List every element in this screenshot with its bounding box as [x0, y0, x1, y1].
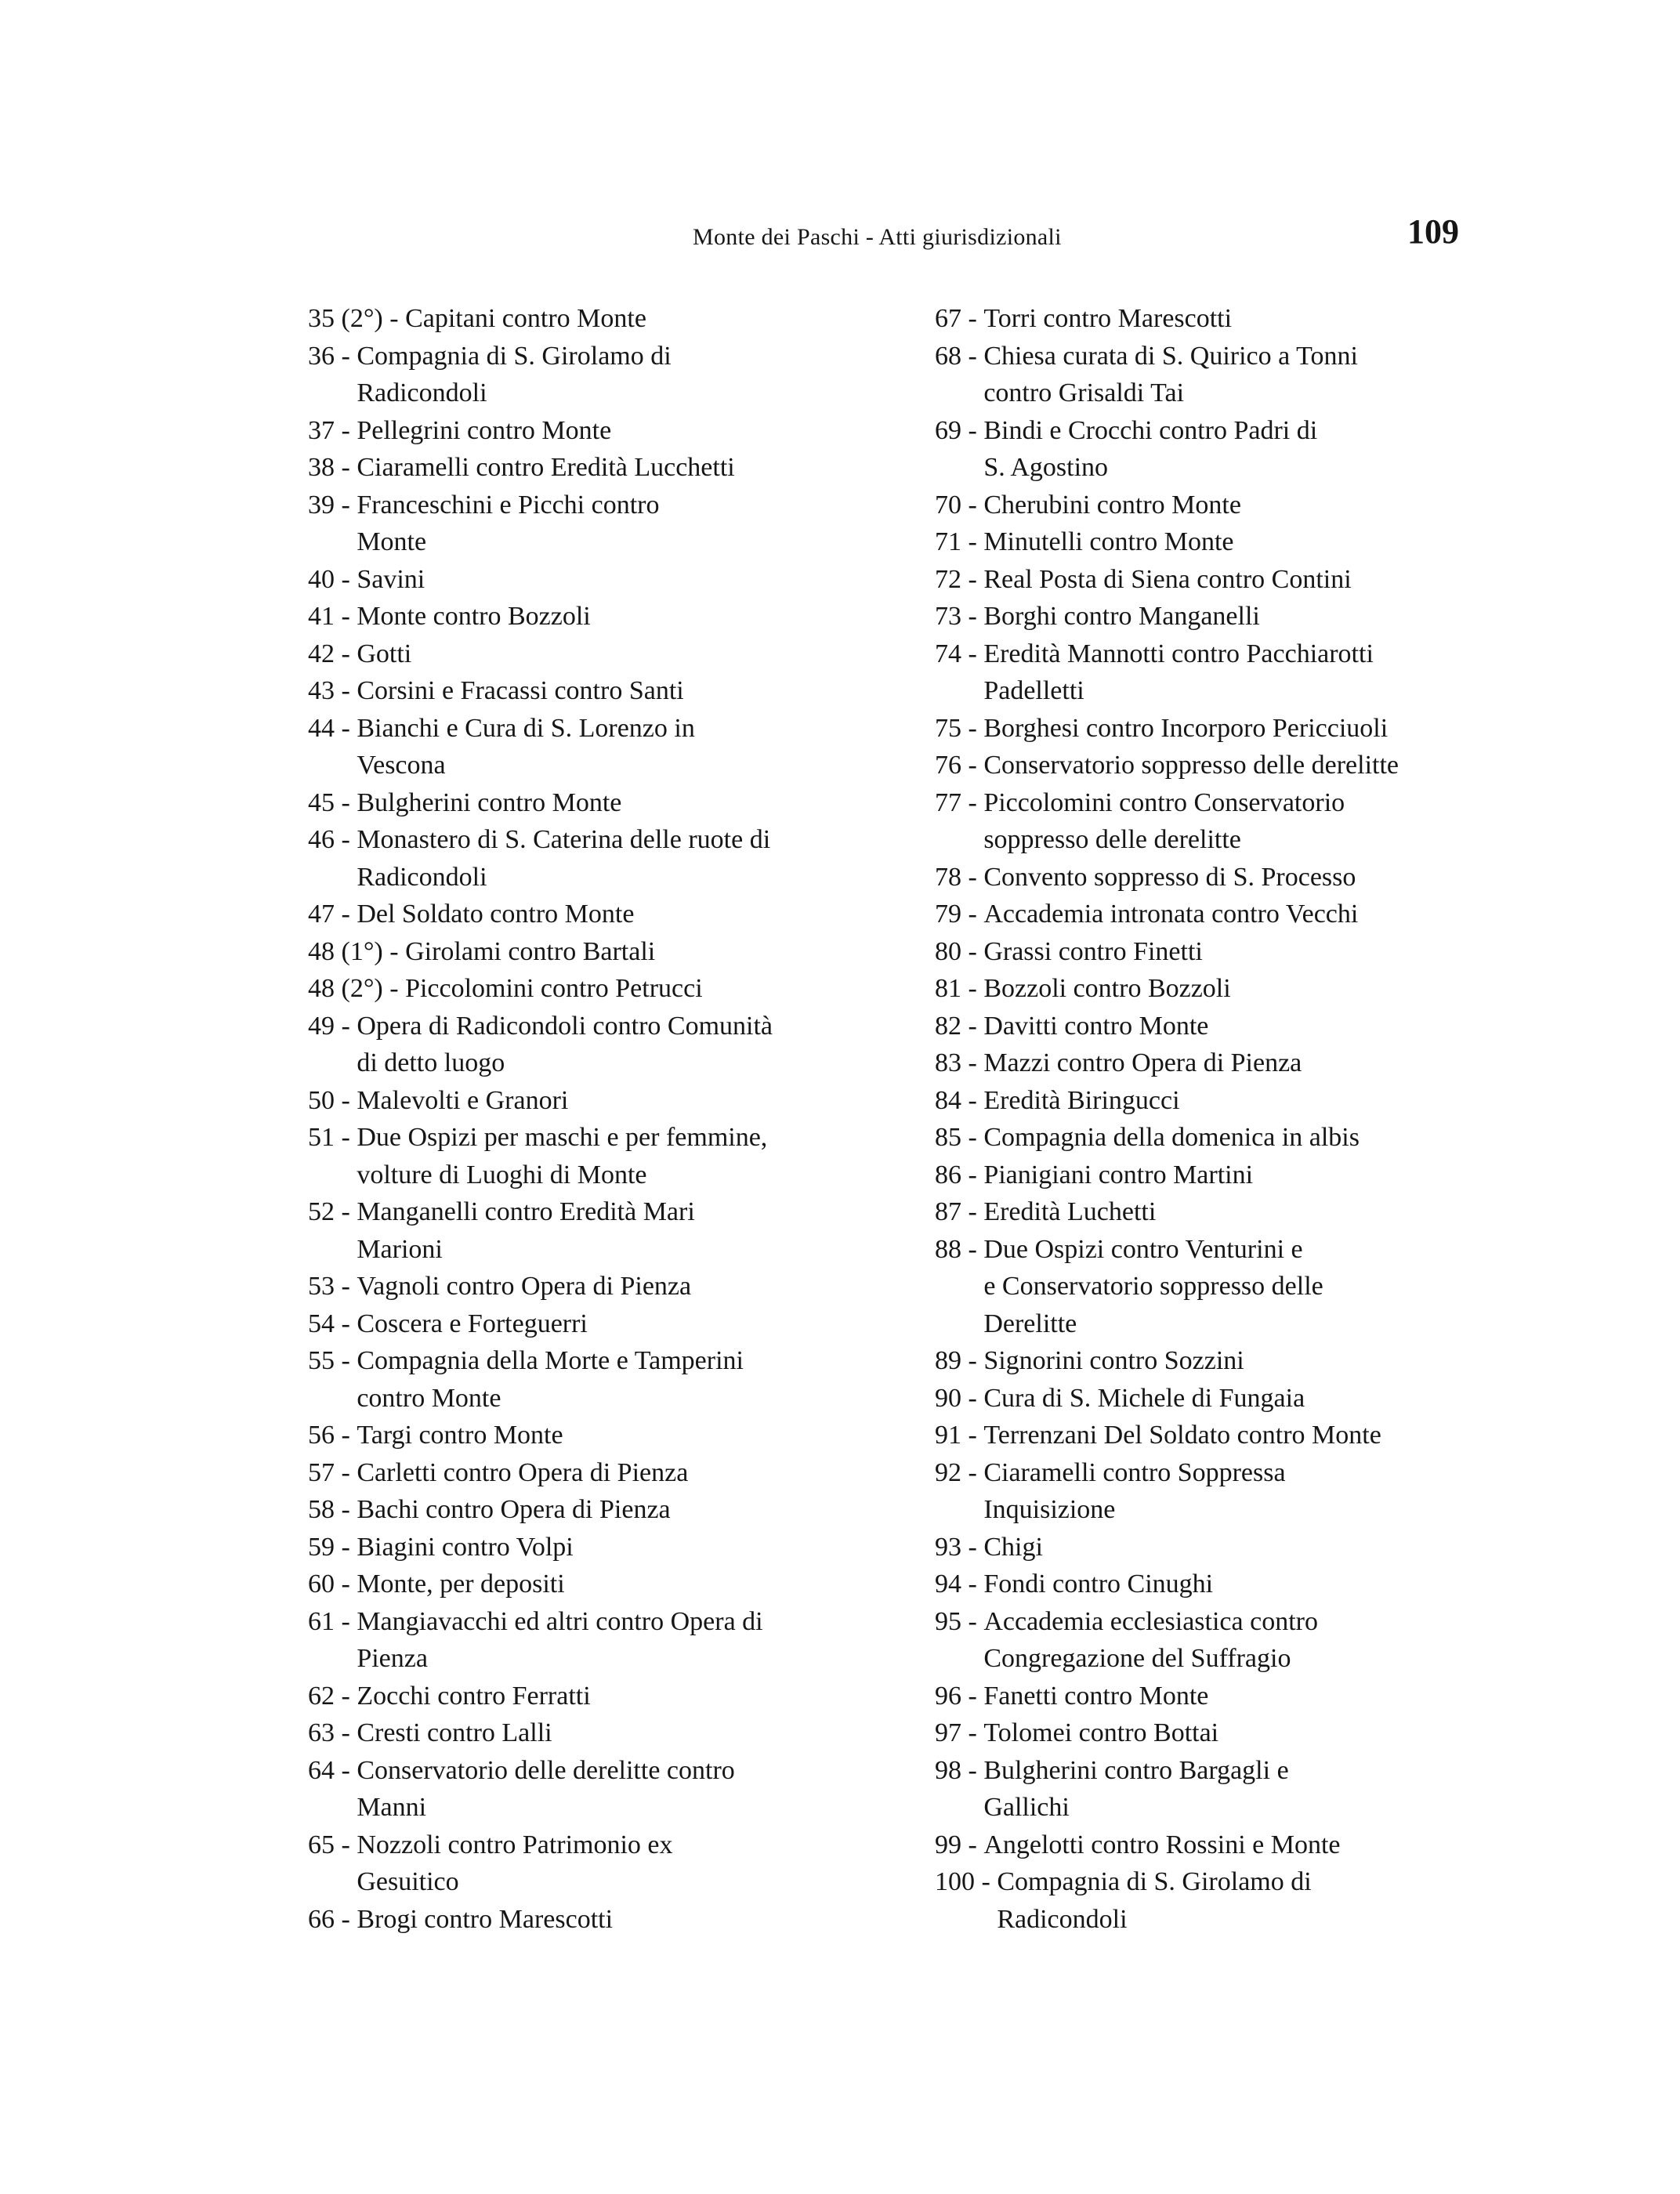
list-item	[308, 561, 880, 599]
list-item	[935, 1603, 1530, 1678]
entry-title: Targi contro Monte	[357, 1421, 563, 1450]
entry-number: 56 -	[308, 1421, 357, 1450]
list-item	[935, 1566, 1530, 1603]
entry-title: Opera di Radicondoli contro Comunità di detto luogo	[357, 1011, 773, 1077]
entry-number: 77 -	[935, 787, 984, 817]
list-item	[935, 859, 1530, 896]
entry-number: 93 -	[935, 1532, 984, 1562]
entry-title: Pianigiani contro Martini	[983, 1160, 1254, 1189]
entry-title: Monte, per depositi	[357, 1569, 565, 1598]
entry-number: 49 -	[308, 1011, 357, 1041]
entry-number: 62 -	[308, 1681, 357, 1711]
entry-number: 43 -	[308, 676, 357, 705]
list-item	[308, 449, 880, 487]
list-item	[935, 896, 1530, 933]
right-column	[935, 300, 1530, 1938]
list-item	[308, 784, 880, 822]
entry-number: 66 -	[308, 1904, 357, 1934]
list-item	[935, 1714, 1530, 1752]
entry-number: 38 -	[308, 453, 357, 482]
entry-title: Biagini contro Volpi	[357, 1532, 574, 1562]
entry-title: Real Posta di Siena contro Contini	[983, 564, 1352, 594]
entry-number: 78 -	[935, 862, 984, 892]
list-item	[308, 1008, 880, 1082]
entry-title: Bozzoli contro Bozzoli	[983, 974, 1231, 1003]
entry-number: 74 -	[935, 639, 984, 668]
entry-number: 76 -	[935, 751, 984, 780]
list-item	[308, 1566, 880, 1603]
entry-number: 98 -	[935, 1755, 984, 1785]
entry-title: Minutelli contro Monte	[983, 527, 1234, 556]
entry-number: 97 -	[935, 1718, 984, 1747]
entry-title: Franceschini e Picchi contro Monte	[357, 490, 660, 556]
entry-title: Accademia ecclesiastica contro Congregazione del Suffragio	[983, 1606, 1318, 1673]
list-item	[308, 1417, 880, 1454]
entry-number: 35 (2°) -	[308, 304, 406, 333]
entry-title: Manganelli contro Eredità Mari Marioni	[357, 1197, 695, 1264]
entry-number: 89 -	[935, 1346, 984, 1375]
entry-title: Vagnoli contro Opera di Pienza	[357, 1272, 692, 1301]
entry-title: Coscera e Forteguerri	[357, 1309, 588, 1338]
entry-title: Mangiavacchi ed altri contro Opera di Pienza	[357, 1606, 763, 1673]
list-item	[935, 1082, 1530, 1120]
list-item	[935, 1863, 1530, 1938]
entry-title: Piccolomini contro Petrucci	[405, 974, 703, 1003]
entry-number: 90 -	[935, 1383, 984, 1413]
list-item	[308, 1119, 880, 1193]
entry-number: 69 -	[935, 415, 984, 445]
entry-title: Gotti	[357, 639, 412, 668]
entry-number: 67 -	[935, 304, 984, 333]
entry-title: Compagnia di S. Girolamo di Radicondoli	[997, 1867, 1312, 1934]
entry-title: Piccolomini contro Conservatorio soppresso delle derelitte	[983, 787, 1345, 854]
entry-number: 44 -	[308, 713, 357, 743]
entry-title: Corsini e Fracassi contro Santi	[357, 676, 684, 705]
running-head: Monte dei Paschi - Atti giurisdizionali	[693, 224, 1062, 250]
entry-title: Girolami contro Bartali	[405, 936, 656, 966]
entry-title: Carletti contro Opera di Pienza	[357, 1457, 689, 1487]
list-item	[935, 1119, 1530, 1157]
list-item	[308, 1268, 880, 1305]
entry-title: Monastero di S. Caterina delle ruote di Radicondoli	[357, 825, 771, 892]
list-item	[935, 523, 1530, 561]
entry-title: Capitani contro Monte	[405, 304, 646, 333]
entry-number: 58 -	[308, 1495, 357, 1524]
entry-number: 70 -	[935, 490, 984, 520]
entry-number: 61 -	[308, 1606, 357, 1636]
entry-number: 50 -	[308, 1085, 357, 1115]
entry-title: Signorini contro Sozzini	[983, 1346, 1244, 1375]
list-item	[935, 561, 1530, 599]
entry-number: 88 -	[935, 1234, 984, 1264]
entry-title: Cresti contro Lalli	[357, 1718, 552, 1747]
entry-title: Due Ospizi per maschi e per femmine, volture di Luoghi di Monte	[357, 1123, 768, 1189]
entry-title: Fanetti contro Monte	[983, 1681, 1209, 1711]
entry-number: 59 -	[308, 1532, 357, 1562]
list-item	[308, 1603, 880, 1678]
list-item	[308, 821, 880, 896]
entry-title: Conservatorio soppresso delle derelitte	[983, 751, 1399, 780]
entry-number: 100 -	[935, 1867, 998, 1896]
entry-title: Torri contro Marescotti	[983, 304, 1233, 333]
entry-title: Pellegrini contro Monte	[357, 415, 612, 445]
list-item	[935, 710, 1530, 748]
list-item	[935, 300, 1530, 338]
list-item	[935, 412, 1530, 487]
entry-title: Ciaramelli contro Eredità Lucchetti	[357, 453, 735, 482]
list-item	[308, 635, 880, 673]
list-item	[308, 1082, 880, 1120]
list-item	[935, 933, 1530, 971]
entry-title: Brogi contro Marescotti	[357, 1904, 614, 1934]
list-item	[308, 487, 880, 561]
entry-number: 81 -	[935, 974, 984, 1003]
entry-title: Malevolti e Granori	[357, 1085, 569, 1115]
entry-title: Del Soldato contro Monte	[357, 900, 635, 929]
list-item	[308, 1491, 880, 1529]
entry-title: Fondi contro Cinughi	[983, 1569, 1214, 1598]
list-item	[308, 1305, 880, 1343]
list-item	[308, 1193, 880, 1268]
entry-number: 40 -	[308, 564, 357, 594]
entry-number: 52 -	[308, 1197, 357, 1226]
list-item	[308, 970, 880, 1008]
list-item	[308, 672, 880, 710]
list-item	[935, 747, 1530, 784]
list-item	[308, 710, 880, 784]
entry-title: Terrenzani Del Soldato contro Monte	[983, 1421, 1381, 1450]
entry-number: 42 -	[308, 639, 357, 668]
entry-title: Cura di S. Michele di Fungaia	[983, 1383, 1305, 1413]
entry-title: Monte contro Bozzoli	[357, 602, 591, 631]
entry-number: 84 -	[935, 1085, 984, 1115]
list-item	[308, 1454, 880, 1492]
list-item	[308, 300, 880, 338]
entry-number: 57 -	[308, 1457, 357, 1487]
entry-title: Bindi e Crocchi contro Padri di S. Agostino	[983, 415, 1318, 482]
list-item	[308, 338, 880, 412]
entry-number: 75 -	[935, 713, 984, 743]
entry-number: 92 -	[935, 1457, 984, 1487]
entry-title: Bulgherini contro Bargagli e Gallichi	[983, 1755, 1289, 1822]
list-item	[935, 1045, 1530, 1082]
entry-number: 83 -	[935, 1048, 984, 1077]
list-item	[935, 487, 1530, 524]
list-item	[935, 970, 1530, 1008]
entry-number: 85 -	[935, 1123, 984, 1152]
entry-title: Borghesi contro Incorporo Pericciuoli	[983, 713, 1389, 743]
list-item	[935, 1417, 1530, 1454]
entry-number: 64 -	[308, 1755, 357, 1785]
entry-number: 80 -	[935, 936, 984, 966]
entry-number: 82 -	[935, 1011, 984, 1041]
list-item	[935, 1529, 1530, 1566]
entry-title: Cherubini contro Monte	[983, 490, 1241, 520]
entry-number: 48 (2°) -	[308, 974, 406, 1003]
list-item	[935, 784, 1530, 859]
entry-title: Chiesa curata di S. Quirico a Tonni contro Grisaldi Tai	[983, 341, 1358, 407]
entry-title: Eredità Luchetti	[983, 1197, 1157, 1226]
entry-number: 54 -	[308, 1309, 357, 1338]
list-item	[935, 1454, 1530, 1529]
list-item	[935, 1678, 1530, 1715]
entry-title: Due Ospizi contro Venturini e e Conservatorio soppresso delle Derelitte	[983, 1234, 1323, 1338]
entry-title: Savini	[357, 564, 425, 594]
left-column	[308, 300, 880, 1938]
entry-number: 72 -	[935, 564, 984, 594]
list-item	[935, 1380, 1530, 1417]
entry-number: 48 (1°) -	[308, 936, 406, 966]
list-item	[308, 598, 880, 635]
list-item	[308, 1342, 880, 1417]
list-item	[935, 1157, 1530, 1194]
entry-number: 51 -	[308, 1123, 357, 1152]
entry-title: Davitti contro Monte	[983, 1011, 1209, 1041]
list-item	[308, 933, 880, 971]
entry-title: Borghi contro Manganelli	[983, 602, 1260, 631]
entry-title: Grassi contro Finetti	[983, 936, 1203, 966]
list-item	[308, 1827, 880, 1901]
entry-title: Bachi contro Opera di Pienza	[357, 1495, 671, 1524]
list-item	[935, 1752, 1530, 1827]
entry-title: Compagnia della Morte e Tamperini contro Monte	[357, 1346, 744, 1413]
entry-number: 96 -	[935, 1681, 984, 1711]
entry-title: Zocchi contro Ferratti	[357, 1681, 591, 1711]
entry-number: 39 -	[308, 490, 357, 520]
entry-number: 55 -	[308, 1346, 357, 1375]
entry-title: Conservatorio delle derelitte contro Manni	[357, 1755, 735, 1822]
list-item	[935, 1008, 1530, 1045]
entry-number: 45 -	[308, 787, 357, 817]
entry-number: 91 -	[935, 1421, 984, 1450]
entry-number: 86 -	[935, 1160, 984, 1189]
entry-title: Bulgherini contro Monte	[357, 787, 622, 817]
list-item	[935, 1193, 1530, 1231]
list-item	[935, 1231, 1530, 1343]
entry-number: 65 -	[308, 1830, 357, 1859]
list-item	[308, 1752, 880, 1827]
entry-number: 73 -	[935, 602, 984, 631]
entry-title: Convento soppresso di S. Processo	[983, 862, 1356, 892]
entry-number: 71 -	[935, 527, 984, 556]
list-item	[935, 598, 1530, 635]
entry-title: Accademia intronata contro Vecchi	[983, 900, 1359, 929]
list-item	[935, 1342, 1530, 1380]
list-item	[308, 896, 880, 933]
entry-number: 46 -	[308, 825, 357, 854]
entry-title: Eredità Biringucci	[983, 1085, 1180, 1115]
entry-title: Angelotti contro Rossini e Monte	[983, 1830, 1341, 1859]
list-item	[308, 1714, 880, 1752]
entry-number: 79 -	[935, 900, 984, 929]
entry-number: 41 -	[308, 602, 357, 631]
entry-title: Compagnia della domenica in albis	[983, 1123, 1360, 1152]
entry-number: 95 -	[935, 1606, 984, 1636]
entry-title: Nozzoli contro Patrimonio ex Gesuitico	[357, 1830, 673, 1896]
entry-title: Tolomei contro Bottai	[983, 1718, 1219, 1747]
entry-title: Compagnia di S. Girolamo di Radicondoli	[357, 341, 672, 407]
entry-number: 47 -	[308, 900, 357, 929]
list-item	[935, 1827, 1530, 1864]
entry-title: Mazzi contro Opera di Pienza	[983, 1048, 1302, 1077]
entry-title: Eredità Mannotti contro Pacchiarotti Padelletti	[983, 639, 1374, 705]
page-number: 109	[1407, 212, 1459, 251]
list-item	[308, 1529, 880, 1566]
entry-number: 63 -	[308, 1718, 357, 1747]
entry-number: 36 -	[308, 341, 357, 371]
list-item	[935, 635, 1530, 710]
list-item	[308, 412, 880, 450]
list-item	[308, 1901, 880, 1939]
entry-number: 68 -	[935, 341, 984, 371]
entry-number: 99 -	[935, 1830, 984, 1859]
entry-title: Chigi	[983, 1532, 1043, 1562]
list-item	[935, 338, 1530, 412]
entry-number: 60 -	[308, 1569, 357, 1598]
list-item	[308, 1678, 880, 1715]
entry-number: 37 -	[308, 415, 357, 445]
entry-title: Ciaramelli contro Soppressa Inquisizione	[983, 1457, 1286, 1524]
entry-title: Bianchi e Cura di S. Lorenzo in Vescona	[357, 713, 695, 780]
entry-number: 87 -	[935, 1197, 984, 1226]
entry-number: 94 -	[935, 1569, 984, 1598]
entry-number: 53 -	[308, 1272, 357, 1301]
